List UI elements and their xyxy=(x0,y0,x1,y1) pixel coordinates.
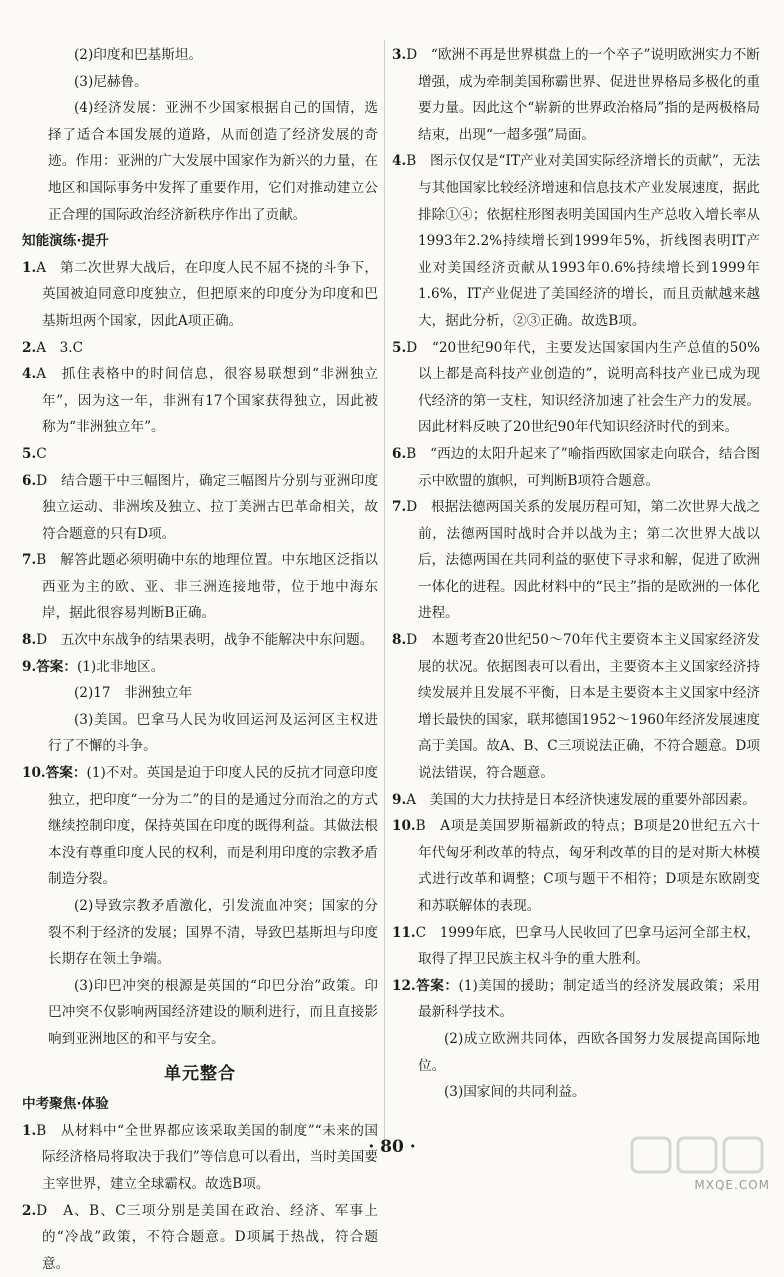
question-item: 4.B 图示仅仅是“IT产业对美国实际经济增长的贡献”，无法与其他国家比较经济增速和信息技术产业发展速度，据此排除①④；依据柱形图表明美国国内生产总收入增长率从1993年2.2%持续增长到1999年5%，折线图表明IT产业对美国经济贡献从1993年0.6%持续增长到1999年1.6%，IT产业促进了美国经济的增长，而且贡献越来越大，据此分析，②③正确。故选B项。 xyxy=(392,153,761,329)
answer-paragraph: (3)国家间的共同利益。 xyxy=(444,1084,586,1101)
unit-title: 单元整合 xyxy=(164,1063,236,1084)
question-item: 5.C xyxy=(22,445,47,462)
question-item: 8.D 五次中东战争的结果表明，战争不能解决中东问题。 xyxy=(22,632,374,649)
answer-line: (2)17 非洲独立年 xyxy=(74,685,193,702)
question-item: 7.B 解答此题必须明确中东的地理位置。中东地区泛指以西亚为主的欧、亚、非三洲连接地带，位于地中海东岸，据此很容易判断B正确。 xyxy=(22,552,379,622)
question-item: 6.B “西边的太阳升起来了”喻指西欧国家走向联合，结合图示中欧盟的旗帜，可判断B项符合题意。 xyxy=(392,445,760,489)
answer-paragraph: (3)印巴冲突的根源是英国的“印巴分治”政策。印巴冲突不仅影响两国经济建设的顺利进行，而且直接影响到亚洲地区的和平与安全。 xyxy=(48,977,378,1047)
question-item: 4.A 抓住表格中的时间信息，很容易联想到“非洲独立年”，因为这一年，非洲有17个国家获得独立，因此被称为“非洲独立年”。 xyxy=(22,366,379,436)
question-item: 5.D “20世纪90年代，主要发达国家国内生产总值的50%以上都是高科技产业创造的”，说明高科技产业已成为现代经济的第一支柱，知识经济加速了社会生产力的发展。因此材料反映了20世纪90年代知识经济时代的到来。 xyxy=(392,339,760,436)
right-column xyxy=(392,42,760,1106)
question-item: 6.D 结合题干中三幅图片，确定三幅图片分别与亚洲印度独立运动、非洲埃及独立、拉丁美洲古巴革命相关，故符合题意的只有D项。 xyxy=(22,472,379,542)
question-10: 10.答案：(1)不对。英国是迫于印度人民的反抗才同意印度独立，把印度“一分为二”的目的是通过分而治之的方式继续控制印度，保持英国在印度的既得利益。其做法根本没有尊重印度人民的权利，而是利用印度的宗教矛盾制造分裂。 xyxy=(22,765,378,888)
left-column xyxy=(22,42,378,1277)
answer-paragraph: (3)美国。巴拿马人民为收回运河及运河区主权进行了不懈的斗争。 xyxy=(48,711,378,755)
question-item: 10.B A项是美国罗斯福新政的特点；B项是20世纪五六十年代匈牙利改革的特点，匈牙利改革的目的是对斯大林模式进行改革和调整；C项与题干不相符；D项是东欧剧变和苏联解体的表现。 xyxy=(392,818,761,914)
question-item: 9.A 美国的大力扶持是日本经济快速发展的重要外部因素。 xyxy=(392,791,756,808)
question-item: 3.D “欧洲不再是世界棋盘上的一个卒子”说明欧洲实力不断增强，成为牵制美国称霸世界、促进世界格局多极化的重要力量。因此这个“崭新的世界政治格局”指的是两极格局结束，出现“一超多强”局面。 xyxy=(392,47,760,143)
question-item: 2.D A、B、C三项分别是美国在政治、经济、军事上的“冷战”政策，不符合题意。D项属于热战，符合题意。 xyxy=(22,1202,378,1272)
column-divider xyxy=(384,40,385,1150)
question-9: 9.答案：(1)北非地区。 xyxy=(22,658,165,675)
watermark-text: MXQE.COM xyxy=(694,1178,770,1192)
question-12: 12.答案：(1)美国的援助；制定适当的经济发展政策；采用最新科学技术。 xyxy=(392,977,760,1021)
answer-paragraph: (2)成立欧洲共同体，西欧各国努力发展提高国际地位。 xyxy=(418,1030,760,1074)
answer-paragraph: (2)导致宗教矛盾激化，引发流血冲突；国家的分裂不利于经济的发展；国界不清，导致巴基斯坦与印度长期存在领土争端。 xyxy=(48,898,378,968)
answer-line: (3)尼赫鲁。 xyxy=(74,73,148,90)
question-item: 1.A 第二次世界大战后，在印度人民不屈不挠的斗争下，英国被迫同意印度独立，但把原来的印度分为印度和巴基斯坦两个国家，因此A项正确。 xyxy=(22,259,379,329)
question-item: 7.D 根据法德两国关系的发展历程可知，第二次世界大战之前，法德两国时战时合并以战为主；第二次世界大战以后，法德两国在共同利益的驱使下寻求和解，促进了欧洲一体化的进程。因此材料中的“民主”指的是欧洲的一体化进程。 xyxy=(392,499,761,622)
section-heading: 知能演练·提升 xyxy=(22,233,109,250)
answer-paragraph: (4)经济发展：亚洲不少国家根据自己的国情，选择了适合本国发展的道路，从而创造了经济发展的奇迹。作用：亚洲的广大发展中国家作为新兴的力量，在地区和国际事务中发挥了重要作用，它们对推动建立公正合理的国际政治经济新秩序作出了贡献。 xyxy=(48,100,378,223)
answer-line: (2)印度和巴基斯坦。 xyxy=(74,47,203,63)
question-item: 1.B 从材料中“全世界都应该采取美国的制度”“未来的国际经济格局将取决于我们”等信息可以看出，当时美国要主宰世界，建立全球霸权。故选B项。 xyxy=(22,1122,378,1192)
question-item: 11.C 1999年底，巴拿马人民收回了巴拿马运河全部主权，取得了捍卫民族主权斗争的重大胜利。 xyxy=(392,924,761,968)
question-item: 8.D 本题考查20世纪50～70年代主要资本主义国家经济发展的状况。依据图表可以看出，主要资本主义国家经济持续发展并且发展不平衡，日本是主要资本主义国家中经济增长最快的国家，联邦德国1952～1960年经济发展速度高于美国。故A、B、C三项说法正确，不符合题意。D项说法错误，符合题意。 xyxy=(392,632,760,782)
question-item: 2.A 3.C xyxy=(22,339,83,356)
page-number: · 80 · xyxy=(368,1137,416,1157)
section-heading: 中考聚焦·体验 xyxy=(22,1096,109,1113)
